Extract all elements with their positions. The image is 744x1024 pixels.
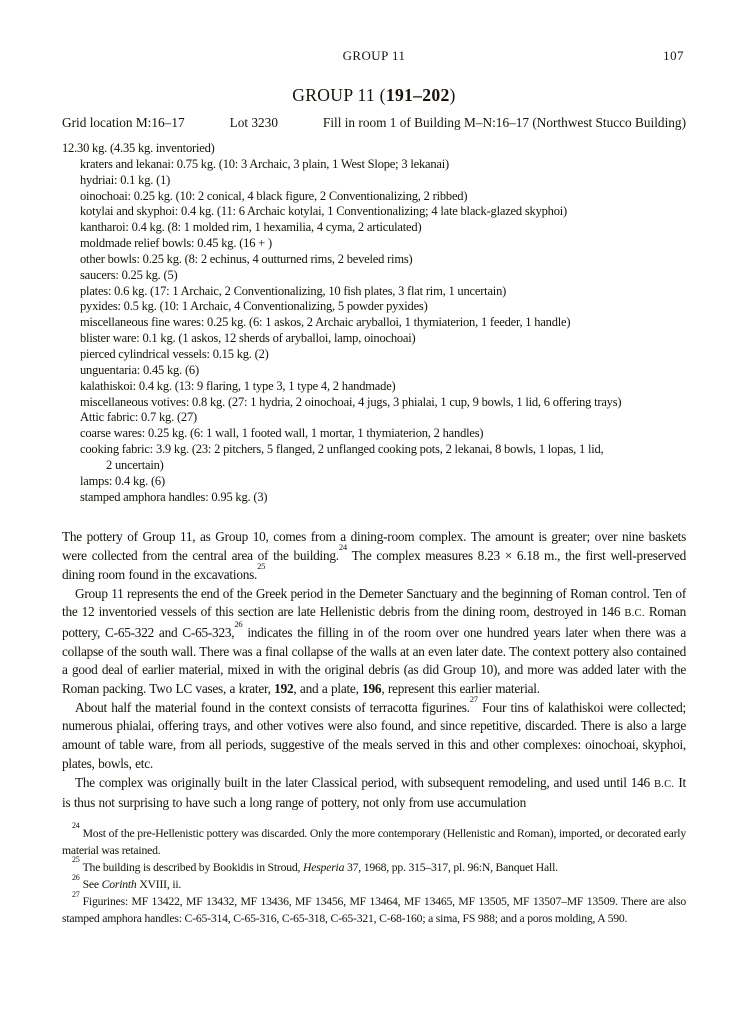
inventory-item: miscellaneous votives: 0.8 kg. (27: 1 hydria, 2 oinochoai, 4 jugs, 3 phialai, 1 cup, 9 bowls, 1 lid, 6 offering trays) bbox=[80, 394, 622, 409]
footnote-26-text: See bbox=[82, 878, 102, 892]
inventory-item: unguentaria: 0.45 kg. (6) bbox=[80, 362, 199, 377]
paragraph-1 bbox=[62, 528, 686, 584]
inventory-item: miscellaneous fine wares: 0.25 kg. (6: 1 askos, 2 Archaic aryballoi, 1 thymiaterion, 1 feeder, 1 handle) bbox=[80, 315, 571, 330]
bc-smallcaps: B.C. bbox=[624, 608, 645, 620]
paragraph-1-text: The complex measures 8.23 × 6.18 m., the first well-preserved dining room found in the excavations. bbox=[62, 548, 686, 582]
inventory-item: cooking fabric: 3.9 kg. (23: 2 pitchers, 5 flanged, 2 unflanged cooking pots, 2 lekanai, 8 bowls, 1 lopas, 1 lid, bbox=[80, 442, 604, 457]
footnotes bbox=[62, 821, 686, 928]
catalogue-number-196: 196 bbox=[362, 681, 382, 697]
footnote-reference-27: 27 bbox=[469, 693, 478, 704]
paragraph-3-text: Four tins of kalathiskoi were collected; numerous phialai, offering trays, and other votives were also found, and since repetitive, discarded. There is also a large amount of table ware, from all periods, suggestive of the meals served in this and other complexes: oinochoai, skyphoi, plates, bowls, etc. bbox=[62, 699, 687, 771]
inventory-item: coarse wares: 0.25 kg. (6: 1 wall, 1 footed wall, 1 mortar, 1 thymiaterion, 2 handles) bbox=[80, 426, 484, 441]
footnote-25-text: The building is described by Bookidis in Stroud, bbox=[82, 861, 303, 875]
paragraph-3-text: About half the material found in the context consists of terracotta figurines. bbox=[75, 699, 470, 715]
footnote-27 bbox=[62, 889, 686, 927]
inventory-item: other bowls: 0.25 kg. (8: 2 echinus, 4 outturned rims, 2 beveled rims) bbox=[80, 251, 413, 266]
inventory-item: kotylai and skyphoi: 0.4 kg. (11: 6 Archaic kotylai, 1 Conventionalizing; 4 late black-glazed skyphoi) bbox=[80, 204, 568, 219]
page-content bbox=[62, 49, 686, 928]
fill-description: Fill in room 1 of Building M–N:16–17 (Northwest Stucco Building) bbox=[322, 115, 686, 130]
inventory-item: blister ware: 0.1 kg. (1 askos, 12 sherds of aryballoi, lamp, oinochoai) bbox=[80, 331, 416, 346]
body-text bbox=[62, 528, 686, 813]
inventory-item: plates: 0.6 kg. (17: 1 Archaic, 2 Conventionalizing, 10 fish plates, 3 flat rim, 1 uncertain) bbox=[80, 283, 507, 298]
paragraph-4-text: It is thus not surprising to have such a long range of pottery, not only from use accumulation bbox=[62, 774, 686, 811]
footnote-26 bbox=[62, 872, 686, 893]
footnote-25 bbox=[62, 855, 686, 876]
journal-title-italic: Hesperia bbox=[302, 861, 345, 875]
paragraph-2-text: Roman pottery, C-65-322 and C-65-323, bbox=[62, 604, 686, 640]
section-title-catalogue-numbers: 191–202 bbox=[385, 85, 450, 105]
inventory-item: hydriai: 0.1 kg. (1) bbox=[80, 172, 171, 187]
footnote-26-text: XVIII, ii. bbox=[136, 878, 182, 892]
inventory-list bbox=[62, 141, 686, 505]
paragraph-2-text: Group 11 represents the end of the Greek period in the Demeter Sanctuary and the beginning of Roman control. Ten of the 12 inventoried vessels of this section are late Hellenistic debris from the dining room, destroyed in 146 bbox=[62, 585, 686, 620]
paragraph-2-text: indicates the filling in of the room over one hundred years later when there was a collapse of the south wall. There was a final collapse of the walls at an even later date. The context pottery also contained a good deal of earlier material, mixed in with the original debris (as did Group 10), and more was added later with the Roman packing. Two LC vases, a krater, bbox=[62, 624, 686, 697]
footnote-24-text: Most of the pre-Hellenistic pottery was discarded. Only the more contemporary (Hellenistic and Roman), imported, or decorated early material was retained. bbox=[62, 826, 686, 858]
footnote-25-text: 37, 1968, pp. 315–317, pl. 96:N, Banquet Hall. bbox=[344, 861, 558, 875]
inventory-item: moldmade relief bowls: 0.45 kg. (16 + ) bbox=[80, 236, 272, 251]
paragraph-4 bbox=[62, 774, 686, 813]
footnote-26-number: 26 bbox=[72, 872, 80, 882]
section-title-post: ) bbox=[449, 85, 456, 105]
running-head-title: GROUP 11 bbox=[342, 49, 406, 63]
paragraph-3 bbox=[62, 693, 687, 774]
inventory-item: oinochoai: 0.25 kg. (10: 2 conical, 4 black figure, 2 Conventionalizing, 2 ribbed) bbox=[80, 188, 468, 203]
footnote-27-number: 27 bbox=[72, 889, 80, 899]
grid-location: Grid location M:16–17 bbox=[62, 115, 185, 130]
paragraph-4-text: The complex was originally built in the later Classical period, with subsequent remodeling, and used until 146 bbox=[75, 774, 654, 790]
inventory-item: kalathiskoi: 0.4 kg. (13: 9 flaring, 1 type 3, 1 type 4, 2 handmade) bbox=[80, 378, 396, 393]
section-title-pre: GROUP 11 ( bbox=[292, 85, 386, 105]
section-title bbox=[62, 85, 686, 106]
inventory-item: kraters and lekanai: 0.75 kg. (10: 3 Archaic, 3 plain, 1 West Slope; 3 lekanai) bbox=[80, 156, 449, 171]
series-title-italic: Corinth bbox=[101, 878, 137, 892]
footnote-reference-24: 24 bbox=[338, 542, 347, 553]
footnote-reference-26: 26 bbox=[234, 619, 243, 629]
inventory-item: saucers: 0.25 kg. (5) bbox=[80, 267, 178, 282]
inventory-item: pyxides: 0.5 kg. (10: 1 Archaic, 4 Conventionalizing, 5 powder pyxides) bbox=[80, 299, 428, 314]
footnote-24-number: 24 bbox=[72, 821, 80, 831]
inventory-total: 12.30 kg. (4.35 kg. inventoried) bbox=[62, 141, 215, 155]
catalogue-number-192: 192 bbox=[274, 681, 294, 697]
page-number: 107 bbox=[663, 49, 684, 63]
inventory-item: Attic fabric: 0.7 kg. (27) bbox=[80, 410, 197, 425]
footnote-27-text: Figurines: MF 13422, MF 13432, MF 13436, MF 13456, MF 13464, MF 13465, MF 13505, MF 13507–MF 13509. There are also stamped amphora handles: C-65-314, C-65-316, C-65-318, C-65-321, C-68-160; a sima, FS 988; and a poros molding, A 590. bbox=[62, 895, 686, 926]
paragraph-2-text: , represent this earlier material. bbox=[381, 681, 540, 697]
inventory-item: lamps: 0.4 kg. (6) bbox=[80, 473, 165, 488]
paragraph-1-text: The pottery of Group 11, as Group 10, comes from a dining-room complex. The amount is greater; over nine baskets were collected from the central area of the building. bbox=[62, 529, 686, 564]
lot-number: Lot 3230 bbox=[229, 115, 278, 130]
inventory-item: stamped amphora handles: 0.95 kg. (3) bbox=[80, 489, 268, 504]
footnote-24 bbox=[62, 821, 686, 859]
inventory-item: kantharoi: 0.4 kg. (8: 1 molded rim, 1 hexamilia, 4 cyma, 2 articulated) bbox=[80, 220, 422, 235]
paragraph-2 bbox=[62, 585, 686, 699]
paragraph-2-text: , and a plate, bbox=[293, 681, 363, 697]
bc-smallcaps: B.C. bbox=[654, 778, 675, 790]
footnote-25-number: 25 bbox=[72, 855, 80, 865]
inventory-item: pierced cylindrical vessels: 0.15 kg. (2) bbox=[80, 346, 269, 361]
context-line bbox=[62, 115, 686, 131]
inventory-item-continuation: 2 uncertain) bbox=[106, 457, 164, 472]
running-head bbox=[62, 49, 686, 64]
footnote-reference-25: 25 bbox=[257, 560, 266, 571]
